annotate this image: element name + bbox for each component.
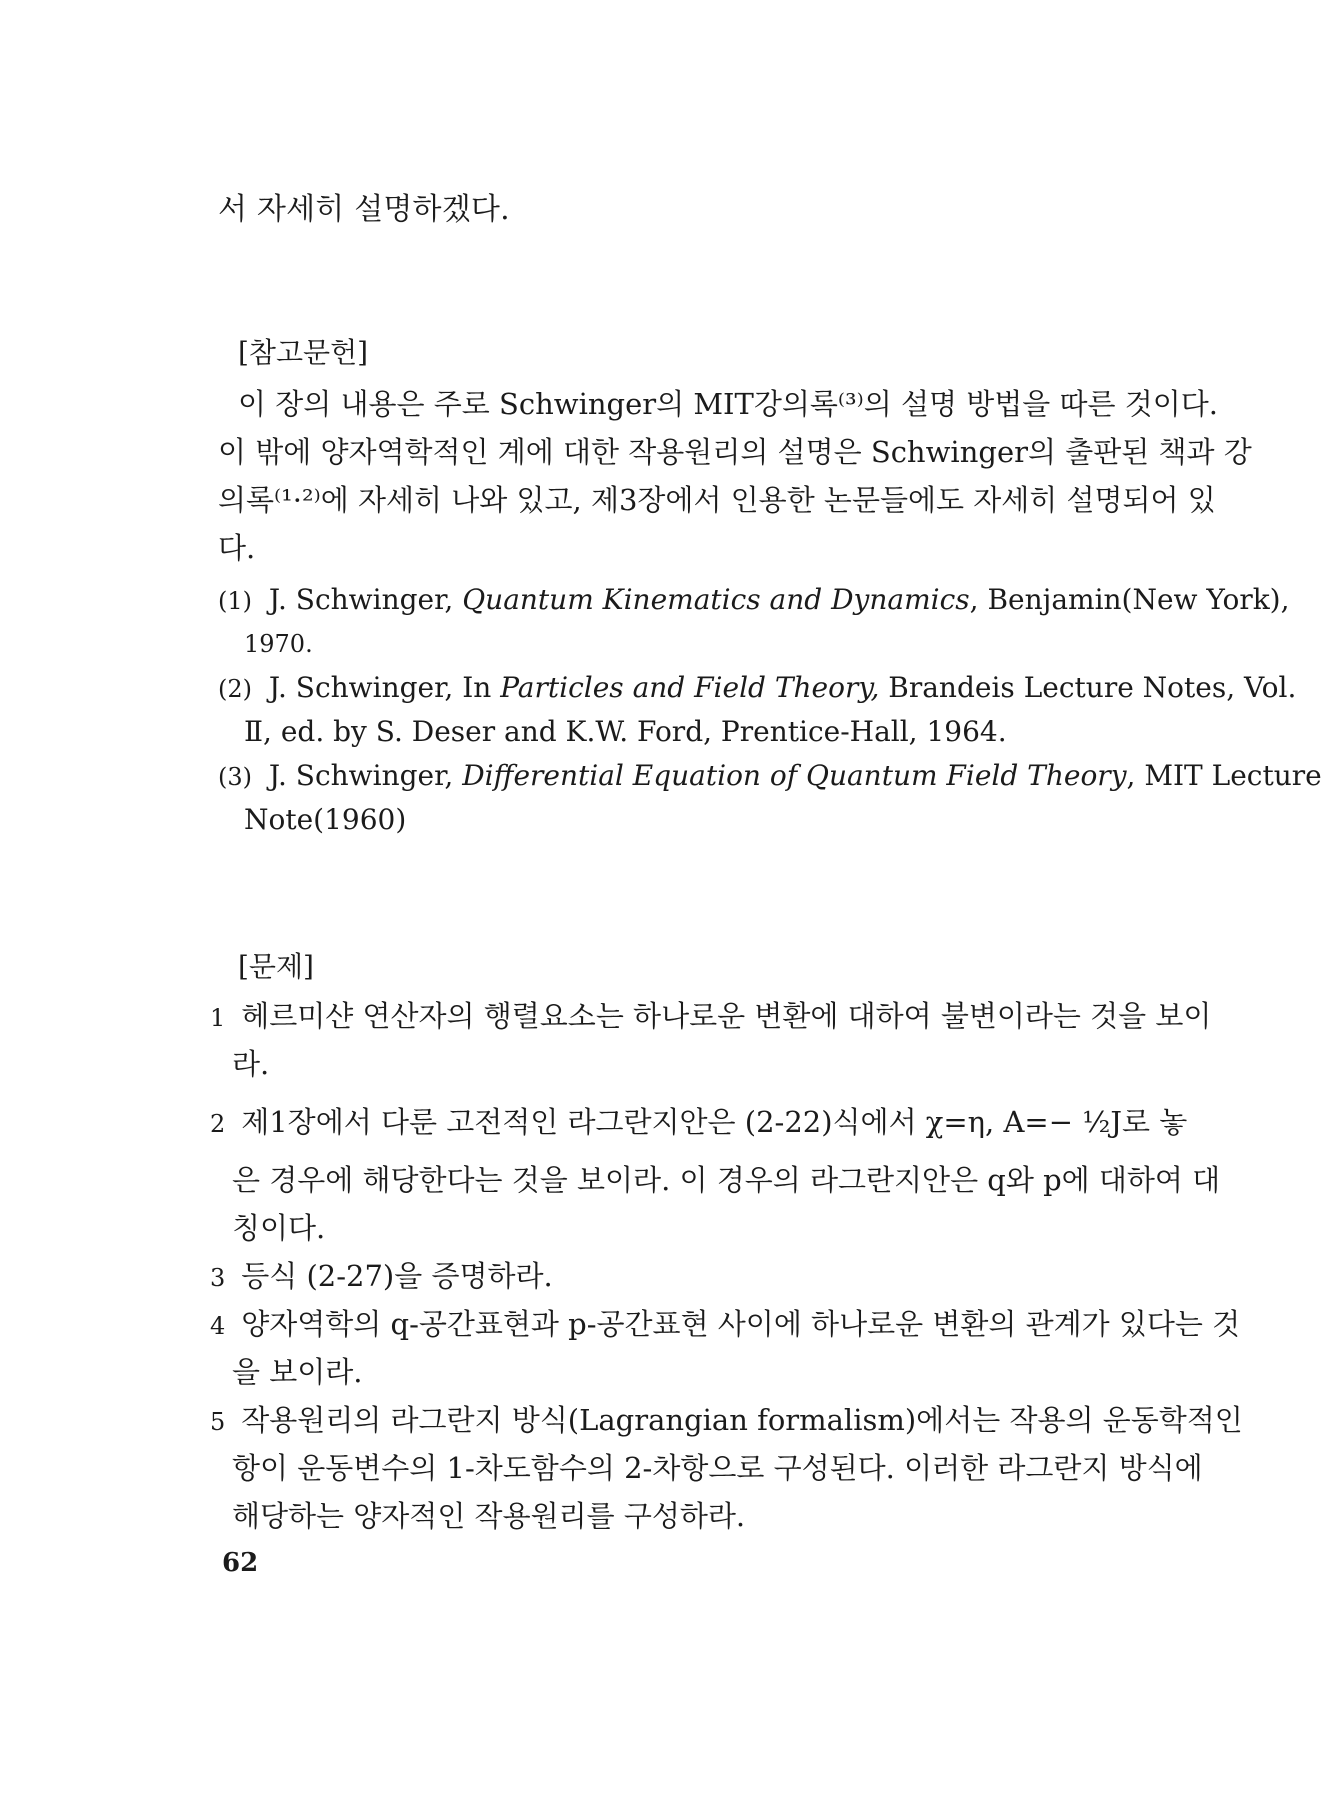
reference-item-2-continuation: Ⅱ, ed. by S. Deser and K.W. Ford, Prentice-Hall, 1964.	[244, 715, 1007, 748]
reference-title: Differential Equation of Quantum Field Theory	[462, 759, 1127, 792]
reference-item-1-continuation: 1970.	[244, 630, 313, 658]
problem-number: 1	[210, 1004, 226, 1032]
references-paragraph-line: 다.	[218, 531, 256, 565]
reference-publisher: , MIT Lecture	[1126, 759, 1322, 792]
problem-3	[210, 1256, 1070, 1298]
reference-item-1	[218, 580, 1290, 621]
problem-text: 작용원리의 라그란지 방식(Lagrangian formalism)에서는 작용의 운동학적인	[241, 1403, 1243, 1437]
references-heading: [참고문헌]	[238, 336, 369, 369]
problem-2-continuation: 은 경우에 해당한다는 것을 보이라. 이 경우의 라그란지안은 q와 p에 대하여 대	[232, 1163, 1221, 1197]
problem-1-continuation: 라.	[232, 1047, 270, 1081]
reference-item-3	[218, 756, 1322, 797]
problems-heading: [문제]	[238, 950, 314, 983]
problem-4-continuation: 을 보이라.	[232, 1355, 363, 1389]
reference-title: Particles and Field Theory,	[500, 671, 880, 704]
problem-number: 3	[210, 1264, 226, 1292]
problem-1	[210, 996, 1212, 1038]
reference-publisher: Brandeis Lecture Notes, Vol.	[888, 671, 1297, 704]
reference-item-2	[218, 668, 1297, 709]
problem-text: 등식 (2-27)을 증명하라.	[241, 1259, 553, 1293]
reference-title: Quantum Kinematics and Dynamics	[462, 583, 970, 616]
continuation-line: 서 자세히 설명하겠다.	[218, 192, 510, 227]
problem-number: 5	[210, 1408, 226, 1436]
problem-number: 2	[210, 1110, 226, 1138]
reference-publisher: , Benjamin(New York),	[969, 583, 1290, 616]
problem-5	[210, 1400, 1243, 1442]
problem-4	[210, 1304, 1241, 1346]
reference-author: J. Schwinger,	[268, 583, 454, 616]
page-number: 62	[222, 1548, 259, 1578]
reference-number: (3)	[218, 763, 252, 791]
reference-author: J. Schwinger,	[268, 759, 454, 792]
reference-number: (2)	[218, 675, 252, 703]
problem-2	[210, 1102, 1188, 1144]
problem-5-continuation: 항이 운동변수의 1-차도함수의 2-차항으로 구성된다. 이러한 라그란지 방식에	[232, 1451, 1203, 1485]
reference-author: J. Schwinger, In	[268, 671, 492, 704]
problem-number: 4	[210, 1312, 226, 1340]
problem-2-continuation: 칭이다.	[232, 1211, 326, 1245]
problem-text: 헤르미샨 연산자의 행렬요소는 하나로운 변환에 대하여 불변이라는 것을 보이	[241, 999, 1212, 1033]
references-paragraph-line: 의록⁽¹·²⁾에 자세히 나와 있고, 제3장에서 인용한 논문들에도 자세히 설명되어 있	[218, 483, 1216, 517]
references-paragraph-line: 이 밖에 양자역학적인 계에 대한 작용원리의 설명은 Schwinger의 출판된 책과 강	[218, 435, 1252, 469]
problem-text: 제1장에서 다룬 고전적인 라그란지안은 (2-22)식에서 χ=η, A=− ½J로 놓	[241, 1105, 1188, 1139]
reference-number: (1)	[218, 587, 252, 615]
problem-5-continuation: 해당하는 양자적인 작용원리를 구성하라.	[232, 1499, 746, 1533]
problem-text: 양자역학의 q-공간표현과 p-공간표현 사이에 하나로운 변환의 관계가 있다는 것	[241, 1307, 1241, 1341]
references-paragraph-line: 이 장의 내용은 주로 Schwinger의 MIT강의록⁽³⁾의 설명 방법을 따른 것이다.	[238, 387, 1219, 421]
reference-item-3-continuation: Note(1960)	[244, 803, 407, 836]
